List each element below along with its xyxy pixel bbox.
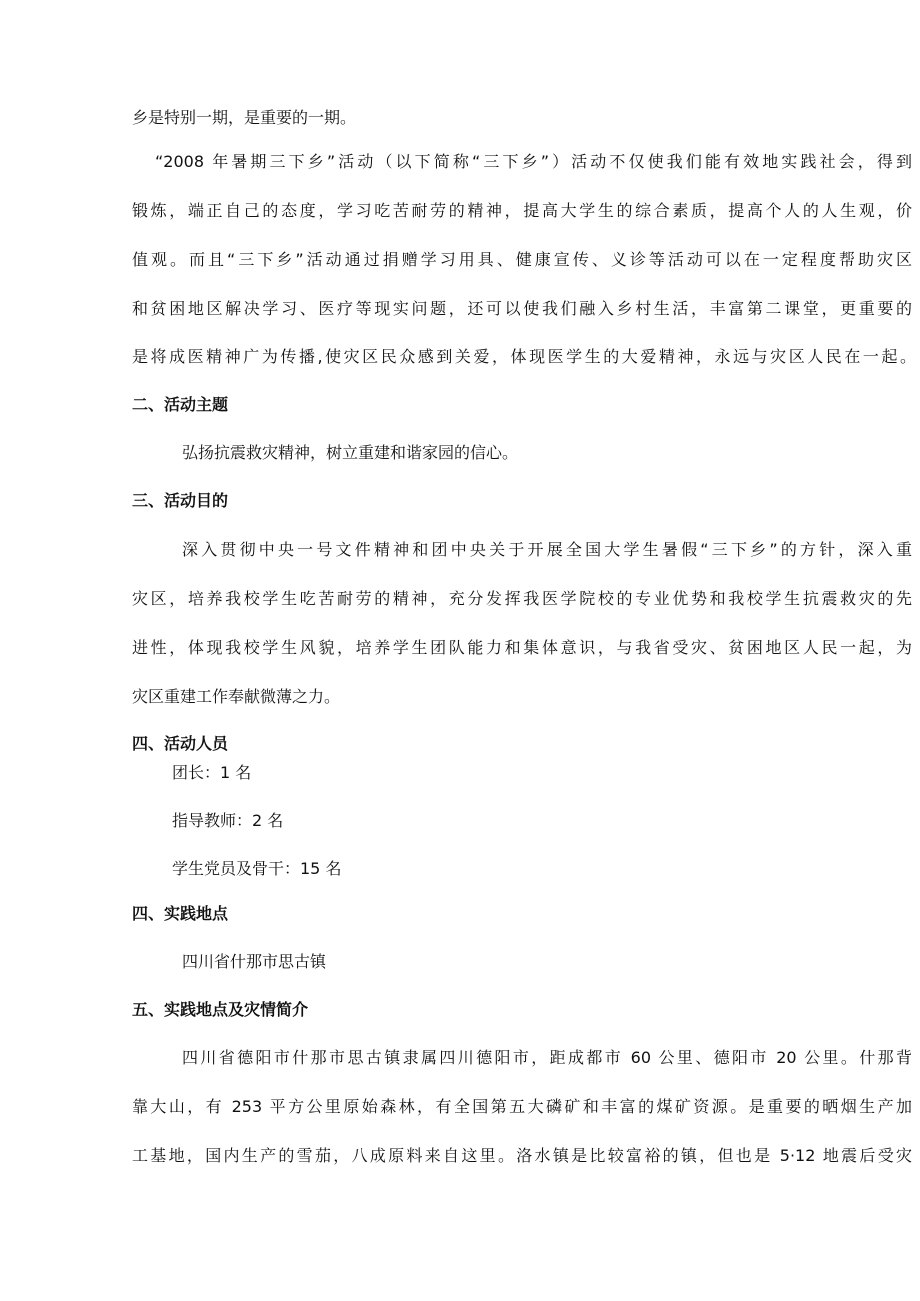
- intro-line-1: 乡是特别一期，是重要的一期。: [132, 108, 357, 127]
- disaster-line-2: 靠大山，有 253 平方公里原始森林，有全国第五大磷矿和丰富的煤矿资源。是重要的晒烟生产加: [132, 1097, 912, 1116]
- section-heading-location: 四、实践地点: [132, 904, 229, 923]
- intro-line-2: “2008 年暑期三下乡”活动（以下简称“三下乡”）活动不仅使我们能有效地实践社会，得到: [155, 152, 912, 171]
- staff-item-students: 学生党员及骨干：15 名: [172, 859, 342, 878]
- intro-line-4: 值观。而且“三下乡”活动通过捐赠学习用具、健康宣传、义诊等活动可以在一定程度帮助灾区: [132, 250, 912, 269]
- location-text: 四川省什那市思古镇: [182, 952, 327, 971]
- intro-line-6: 是将成医精神广为传播,使灾区民众感到关爱，体现医学生的大爱精神，永远与灾区人民在一起。: [132, 347, 916, 366]
- disaster-line-3: 工基地，国内生产的雪茄，八成原料来自这里。洛水镇是比较富裕的镇，但也是 5·12 地震后受灾: [132, 1146, 912, 1165]
- intro-line-5: 和贫困地区解决学习、医疗等现实问题，还可以使我们融入乡村生活，丰富第二课堂，更重要的: [132, 299, 912, 318]
- intro-line-3: 锻炼，端正自己的态度，学习吃苦耐劳的精神，提高大学生的综合素质，提高个人的人生观，价: [132, 201, 912, 220]
- section-heading-location-disaster: 五、实践地点及灾情简介: [132, 1000, 309, 1019]
- purpose-line-3: 进性，体现我校学生风貌，培养学生团队能力和集体意识，与我省受灾、贫困地区人民一起，为: [132, 638, 912, 657]
- section-heading-theme: 二、活动主题: [132, 395, 229, 414]
- theme-text: 弘扬抗震救灾精神，树立重建和谐家园的信心。: [182, 443, 519, 462]
- staff-item-teachers: 指导教师：2 名: [172, 811, 284, 830]
- staff-item-leader: 团长：1 名: [172, 763, 252, 782]
- disaster-line-1: 四川省德阳市什那市思古镇隶属四川德阳市，距成都市 60 公里、德阳市 20 公里。什那背: [182, 1048, 912, 1067]
- purpose-line-4: 灾区重建工作奉献微薄之力。: [132, 687, 341, 706]
- section-heading-purpose: 三、活动目的: [132, 491, 229, 510]
- purpose-line-2: 灾区，培养我校学生吃苦耐劳的精神，充分发挥我医学院校的专业优势和我校学生抗震救灾的先: [132, 589, 912, 608]
- section-heading-staff: 四、活动人员: [132, 734, 229, 753]
- purpose-line-1: 深入贯彻中央一号文件精神和团中央关于开展全国大学生暑假“三下乡”的方针，深入重: [182, 540, 912, 559]
